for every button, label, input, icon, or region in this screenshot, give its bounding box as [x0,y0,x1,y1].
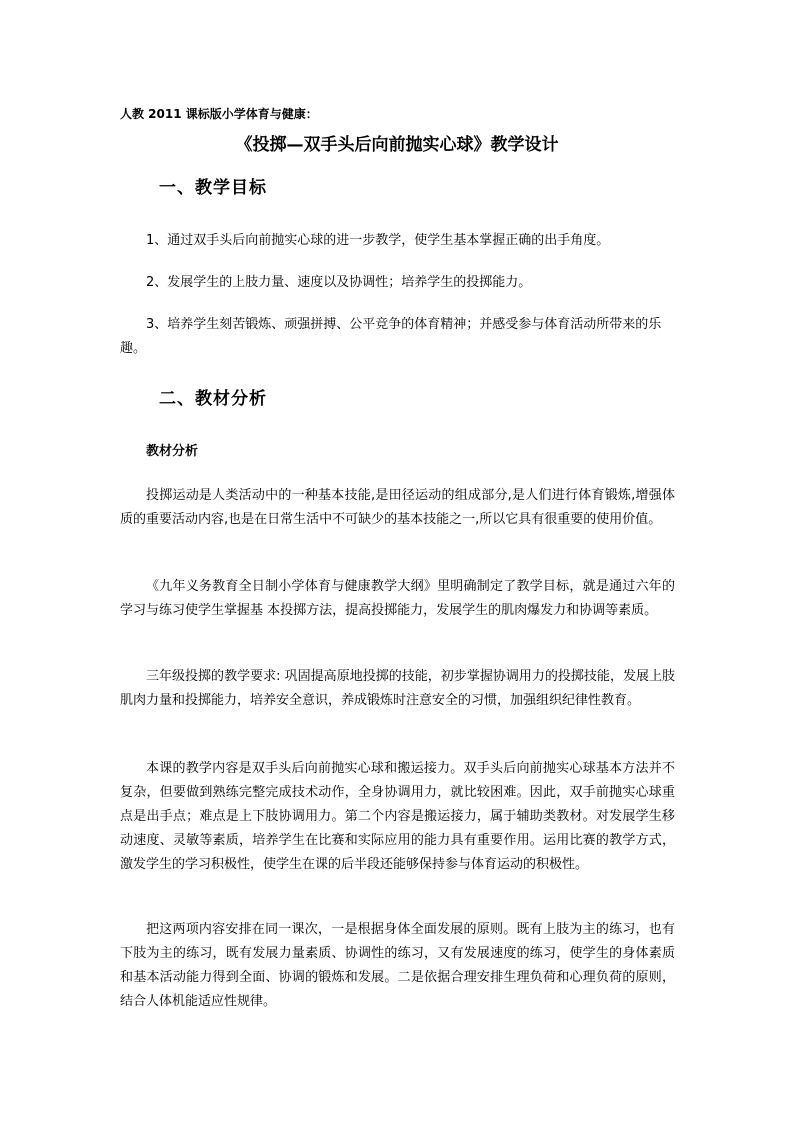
paragraph-4: 本课的教学内容是双手头后向前抛实心球和搬运接力。双手头后向前抛实心球基本方法并不复杂，但要做到熟练完整完成技术动作，全身协调用力，就比较困难。因此，双手前抛实心球重点是出手点；难点是上下肢协调用力。第二个内容是搬运接力，属于辅助类教材。对发展学生移动速度、灵敏等素质，培养学生在比赛和实际应用的能力具有重要作用。运用比赛的教学方式，激发学生的学习积极性，使学生在课的后半段还能够保持参与体育运动的积极性。 [120,761,675,872]
paragraph-5: 把这两项内容安排在同一课次，一是根据身体全面发展的原则。既有上肢为主的练习，也有下肢为主的练习，既有发展力量素质、协调性的练习，又有发展速度的练习，使学生的身体素质和基本活动能力得到全面、协调的锻炼和发展。二是依据合理安排生理负荷和心理负荷的原则，结合人体机能适应性规律。 [120,922,675,1009]
section-heading-objectives: 一、教学目标 [159,178,267,198]
section-heading-material-analysis: 二、教材分析 [159,389,267,409]
objective-item-2: 2、发展学生的上肢力量、速度以及协调性；培养学生的投掷能力。 [146,275,532,290]
paragraph-3: 三年级投掷的教学要求: 巩固提高原地投掷的技能，初步掌握协调用力的投掷技能，发展上肢肌肉力量和投掷能力，培养安全意识，养成锻炼时注意安全的习惯，加强组织纪律性教育。 [120,669,675,708]
document-title: 《投掷—双手头后向前抛实心球》教学设计 [235,135,559,155]
objective-item-3: 3、培养学生刻苦锻炼、顽强拼搏、公平竞争的体育精神；并感受参与体育活动所带来的乐趣。 [120,317,662,356]
paragraph-1: 投掷运动是人类活动中的一种基本技能,是田径运动的组成部分,是人们进行体育锻炼,增强体质的重要活动内容,也是在日常生活中不可缺少的基本技能之一,所以它具有很重要的使用价值。 [120,488,675,527]
objective-item-1: 1、通过双手头后向前抛实心球的进一步教学，使学生基本掌握正确的出手角度。 [146,233,610,248]
paragraph-2: 《九年义务教育全日制小学体育与健康教学大纲》里明确制定了教学目标，就是通过六年的学习与练习使学生掌握基 本投掷方法，提高投掷能力，发展学生的肌肉爆发力和协调等素质。 [120,579,675,618]
subheading-material-analysis: 教材分析 [146,444,199,459]
document-subtitle: 人教 2011 课标版小学体育与健康： [120,107,318,121]
